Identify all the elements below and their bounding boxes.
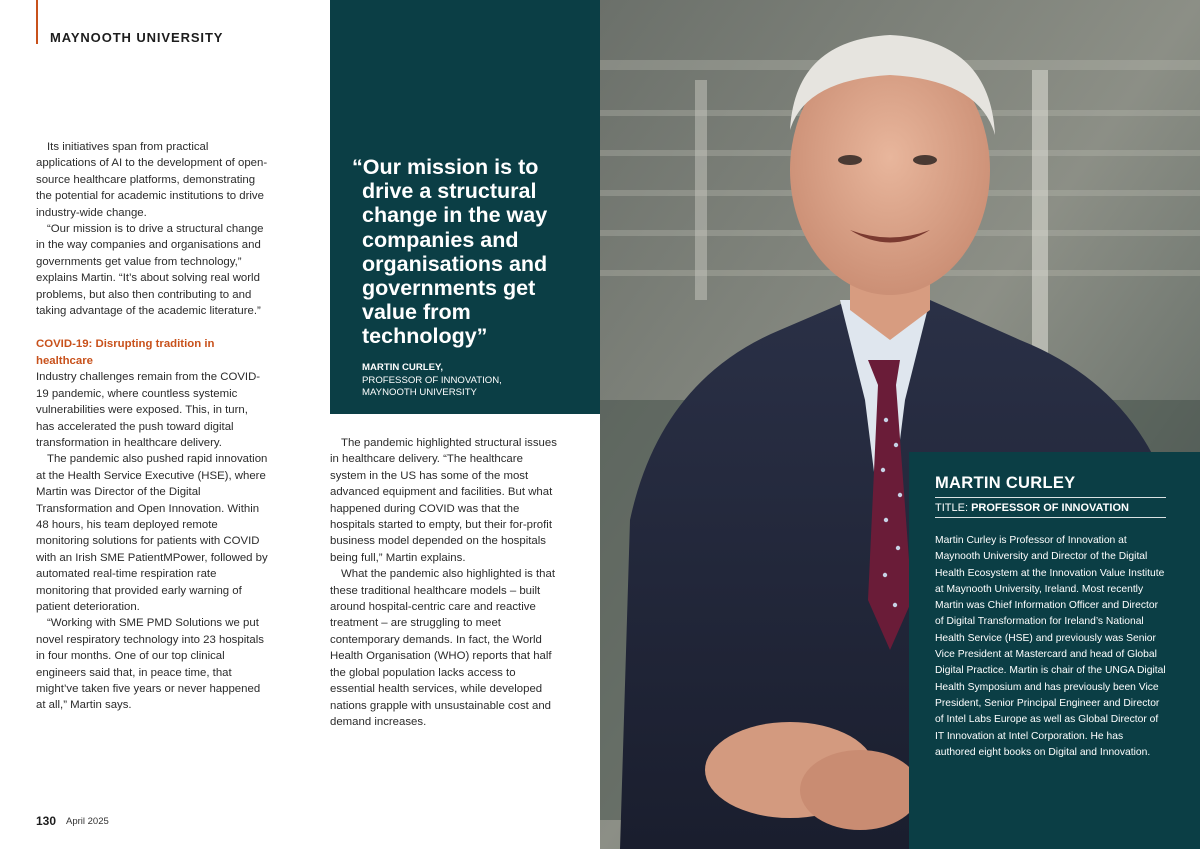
pull-quote-panel [330, 0, 600, 414]
attribution-role: PROFESSOR OF INNOVATION, [362, 374, 502, 386]
body-paragraph: The pandemic also pushed rapid innovation at the Health Service Executive (HSE), where Martin was Director of the Digital Transformation and Open Innovation. Within 48 hours, his team deployed remote monitoring solutions for patients with COVID with an Irish SME PatientMPower, followed by automated real-time respiration rate monitoring that provided early warning of patient deterioration. [36, 453, 268, 613]
profile-title [935, 498, 1166, 518]
profile-title-value: PROFESSOR OF INNOVATION [971, 502, 1129, 514]
attribution-organisation: MAYNOOTH UNIVERSITY [362, 387, 477, 398]
pull-quote-text: “Our mission is to drive a structural change in the way companies and organisations and governments get value from technology” [352, 155, 548, 349]
publication-masthead: MAYNOOTH UNIVERSITY [50, 30, 224, 45]
attribution-name: MARTIN CURLEY, [362, 362, 444, 373]
pull-quote-attribution [362, 362, 502, 400]
body-paragraph: The pandemic highlighted structural issues in healthcare delivery. “The healthcare system in the US has some of the most advanced equipment and facilities. But what happened during COVID was that the hospitals started to empty, but their for-profit business model depended on the hospitals being full,” Martin explains. [330, 437, 557, 564]
body-paragraph: “Our mission is to drive a structural change in the way companies and organisations and governments get value from technology,” explains Martin. “It’s about solving real world problems, but also then contributing to and taking advantage of the academic literature.” [36, 223, 264, 318]
body-paragraph: “Working with SME PMD Solutions we put novel respiratory technology into 23 hospitals in four months. One of our top clinical engineers said that, in peace time, that might’ve taken five years or never happened at all,” Martin says. [36, 617, 264, 712]
profile-title-label: TITLE: [935, 502, 969, 514]
page-number: 130 [36, 814, 57, 828]
issue-date: April 2025 [66, 816, 109, 827]
profile-card [909, 452, 1200, 849]
body-paragraph: Its initiatives span from practical applications of AI to the development of open-source healthcare platforms, demonstrating the potential for academic institutions to drive industry-wide change. [36, 141, 268, 219]
body-paragraph: Industry challenges remain from the COVID-19 pandemic, where countless systemic vulnerabilities were exposed. This, in turn, has accelerated the push toward digital transformation in healthcare delivery. [36, 371, 261, 449]
article-column-left [36, 139, 268, 714]
article-column-middle [330, 435, 562, 730]
profile-bio: Martin Curley is Professor of Innovation at Maynooth University and Director of the Digital Health Ecosystem at the Innovation Value Institute at Maynooth University, Ireland. Most recently Martin was Chief Information Officer and Director of Digital Transformation for Ireland’s National Health Service (HSE) and previously was Senior Vice President at Mastercard and head of Global Digital Practice. Martin is chair of the UNGA Digital Health Symposium and has previously been Vice President, Senior Principal Engineer and Director of Intel Labs Europe as well as Global Director of IT Innovation at Intel Corporation. He has authored eight books on Digital and Innovation. [935, 535, 1166, 758]
profile-name: MARTIN CURLEY [935, 474, 1166, 498]
section-subheading: COVID-19: Disrupting tradition in healthcare [36, 338, 215, 367]
body-paragraph: What the pandemic also highlighted is that these traditional healthcare models – built around hospital-centric care and reactive treatment – are struggling to meet contemporary demands. In fact, the World Health Organisation (WHO) reports that half the global population lacks access to essential health services, while developed nations grapple with unsustainable cost and demand increases. [330, 568, 556, 728]
header-accent-rule [36, 0, 38, 44]
